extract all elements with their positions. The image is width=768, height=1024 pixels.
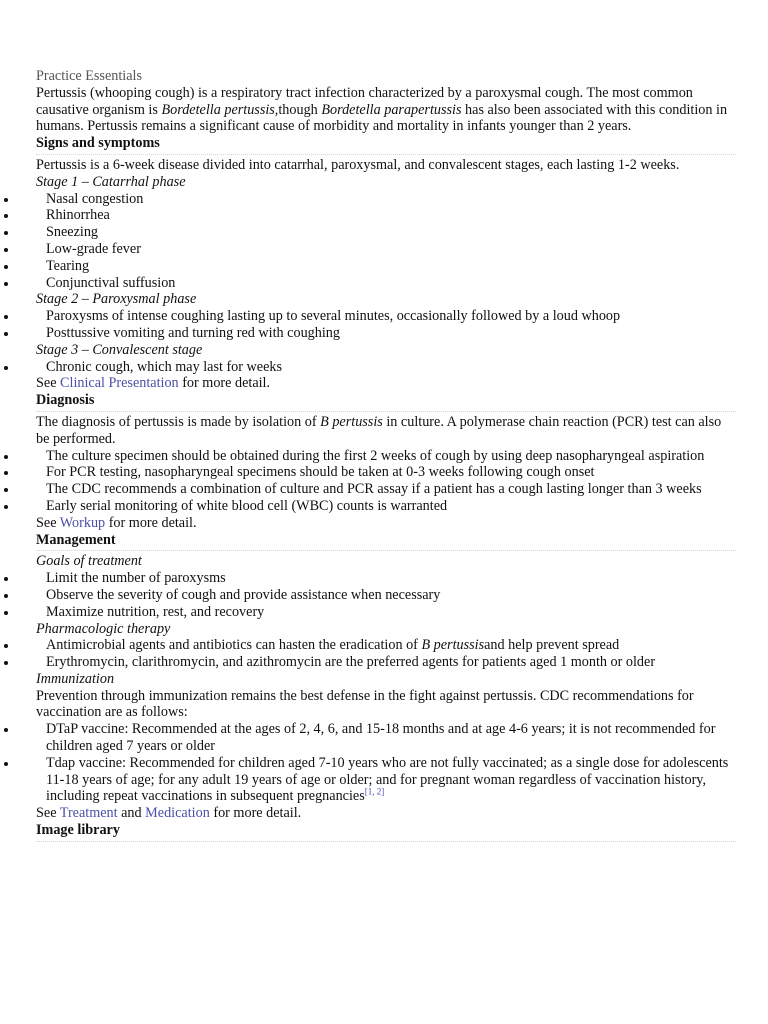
list-item — [36, 258, 736, 275]
see-more-diagnosis — [36, 515, 736, 532]
bullet-icon — [4, 332, 8, 336]
list-item — [36, 481, 736, 498]
list-item-text: Conjunctival suffusion — [46, 274, 176, 291]
list-item — [36, 570, 736, 587]
heading-image-library: Image library — [36, 822, 120, 839]
immunization-list — [36, 721, 736, 805]
bullet-icon — [4, 315, 8, 319]
see-text: and — [117, 805, 146, 822]
stage-2-list — [36, 308, 736, 342]
list-item-text: Nasal congestion — [46, 190, 144, 207]
diagnosis-paragraph — [36, 414, 736, 448]
list-item-text: Paroxysms of intense coughing lasting up to several minutes, occasionally followed by a loud whoop — [46, 308, 621, 325]
bullet-icon — [4, 455, 8, 459]
bullet-icon — [4, 214, 8, 218]
list-item-text: Observe the severity of cough and provide assistance when necessary — [46, 586, 441, 603]
list-item — [36, 325, 736, 342]
see-text: for more detail. — [209, 805, 302, 822]
see-more-management — [36, 805, 736, 822]
intro-text-2: though — [278, 101, 322, 118]
list-item — [36, 224, 736, 241]
heading-management: Management — [36, 531, 116, 548]
list-item-text: Low-grade fever — [46, 240, 141, 257]
divider — [36, 154, 736, 155]
goals-title: Goals of treatment — [36, 553, 142, 570]
bullet-icon — [4, 644, 8, 648]
heading-diagnosis: Diagnosis — [36, 392, 95, 409]
organism-name: B pertussis — [320, 413, 383, 430]
workup-link[interactable]: Workup — [59, 514, 106, 531]
bullet-icon — [4, 594, 8, 598]
intro-text-1: Pertussis (whooping cough) is a respiratory tract infection characterized by a paroxysmal cough. The most common causative organism is — [36, 84, 693, 118]
list-item — [36, 308, 736, 325]
stage-2-title: Stage 2 – Paroxysmal phase — [36, 291, 197, 308]
list-item — [36, 654, 736, 671]
divider — [36, 841, 736, 842]
bullet-icon — [4, 248, 8, 252]
see-text: See — [36, 805, 60, 822]
list-item-text: The culture specimen should be obtained during the first 2 weeks of cough by using deep nasopharyngeal aspiration — [46, 447, 705, 464]
bullet-icon — [4, 198, 8, 202]
see-text: for more detail. — [178, 375, 271, 392]
bullet-icon — [4, 611, 8, 615]
list-item — [36, 359, 736, 376]
bullet-icon — [4, 471, 8, 475]
pharm-list — [36, 637, 736, 671]
list-item-text: Tearing — [46, 257, 90, 274]
list-item-text: and help prevent spread — [484, 637, 620, 654]
treatment-link[interactable]: Treatment — [59, 805, 118, 822]
list-item — [36, 448, 736, 465]
see-text: for more detail. — [105, 514, 197, 531]
diagnosis-text: The diagnosis of pertussis is made by isolation of — [36, 413, 321, 430]
bullet-icon — [4, 661, 8, 665]
list-item-text: Erythromycin, clarithromycin, and azithromycin are the preferred agents for patients aged 1 month or older — [46, 654, 656, 671]
see-text: See — [36, 375, 61, 392]
bullet-icon — [4, 762, 8, 766]
bullet-icon — [4, 577, 8, 581]
list-item — [36, 498, 736, 515]
list-item-text: Early serial monitoring of white blood cell (WBC) counts is warranted — [46, 497, 448, 514]
list-item — [36, 241, 736, 258]
stage-3-title: Stage 3 – Convalescent stage — [36, 341, 203, 358]
bullet-icon — [4, 728, 8, 732]
list-item-text: DTaP vaccine: Recommended at the ages of 2, 4, 6, and 15-18 months and at age 4-6 years; it is not recommended for children aged 7 years or older — [46, 721, 716, 755]
list-item — [36, 604, 736, 621]
reference-link[interactable]: [1, 2] — [364, 786, 385, 797]
heading-signs: Signs and symptoms — [36, 135, 160, 152]
list-item-text: Antimicrobial agents and antibiotics can hasten the eradication of — [46, 637, 422, 654]
organism-name: Bordetella parapertussis — [321, 101, 462, 118]
stage-3-list — [36, 359, 736, 376]
clinical-presentation-link[interactable]: Clinical Presentation — [60, 375, 179, 392]
organism-name: B pertussis — [421, 637, 485, 654]
bullet-icon — [4, 282, 8, 286]
list-item-text: Maximize nutrition, rest, and recovery — [46, 603, 265, 620]
stage-1-title: Stage 1 – Catarrhal phase — [36, 173, 186, 190]
bullet-icon — [4, 488, 8, 492]
list-item — [36, 464, 736, 481]
list-item-text: Tdap vaccine: Recommended for children aged 7-10 years who are not fully vaccinated; as a single dose for adolescents 11-18 years of age; for any adult 19 years of age or older; and for pregnant woman regardless of vaccination history, including repeat vaccinations in subsequent pregnancies — [46, 754, 729, 805]
list-item — [36, 721, 736, 755]
goals-list — [36, 570, 736, 620]
immunization-paragraph: Prevention through immunization remains the best defense in the fight against pertussis. CDC recommendations for vaccination are as follows: — [36, 687, 694, 721]
list-item-text: Chronic cough, which may last for weeks — [46, 358, 283, 375]
intro-paragraph — [36, 85, 736, 135]
diagnosis-list — [36, 448, 736, 515]
bullet-icon — [4, 231, 8, 235]
see-more-signs — [36, 375, 736, 392]
medication-link[interactable]: Medication — [145, 805, 210, 822]
see-text: See — [36, 514, 60, 531]
organism-name: Bordetella pertussis, — [161, 101, 279, 118]
divider — [36, 550, 736, 551]
immunization-title: Immunization — [36, 670, 115, 687]
list-item-text: The CDC recommends a combination of culture and PCR assay if a patient has a cough lasting longer than 3 weeks — [46, 481, 702, 498]
stage-1-list — [36, 191, 736, 292]
intro-text-3: has also been associated with this condition in humans. Pertussis remains a significant cause of morbidity and mortality in infants younger than 2 years. — [36, 101, 728, 135]
list-item — [36, 587, 736, 604]
pharm-title: Pharmacologic therapy — [36, 620, 171, 637]
article-content — [36, 68, 736, 844]
bullet-icon — [4, 505, 8, 509]
list-item-text: Rhinorrhea — [46, 207, 110, 224]
list-item-text: Sneezing — [46, 224, 99, 241]
diagnosis-text: in culture. A polymerase chain reaction (PCR) test can also be performed. — [36, 413, 722, 447]
list-item — [36, 637, 736, 654]
section-label: Practice Essentials — [36, 68, 142, 84]
list-item-text: For PCR testing, nasopharyngeal specimens should be taken at 0-3 weeks following cough onset — [46, 464, 595, 481]
list-item — [36, 191, 736, 208]
list-item — [36, 207, 736, 224]
list-item — [36, 275, 736, 292]
list-item — [36, 755, 736, 805]
signs-intro: Pertussis is a 6-week disease divided into catarrhal, paroxysmal, and convalescent stages, each lasting 1-2 weeks. — [36, 156, 680, 173]
divider — [36, 411, 736, 412]
bullet-icon — [4, 366, 8, 370]
list-item-text: Limit the number of paroxysms — [46, 570, 226, 587]
bullet-icon — [4, 265, 8, 269]
list-item-text: Posttussive vomiting and turning red with coughing — [46, 324, 340, 341]
